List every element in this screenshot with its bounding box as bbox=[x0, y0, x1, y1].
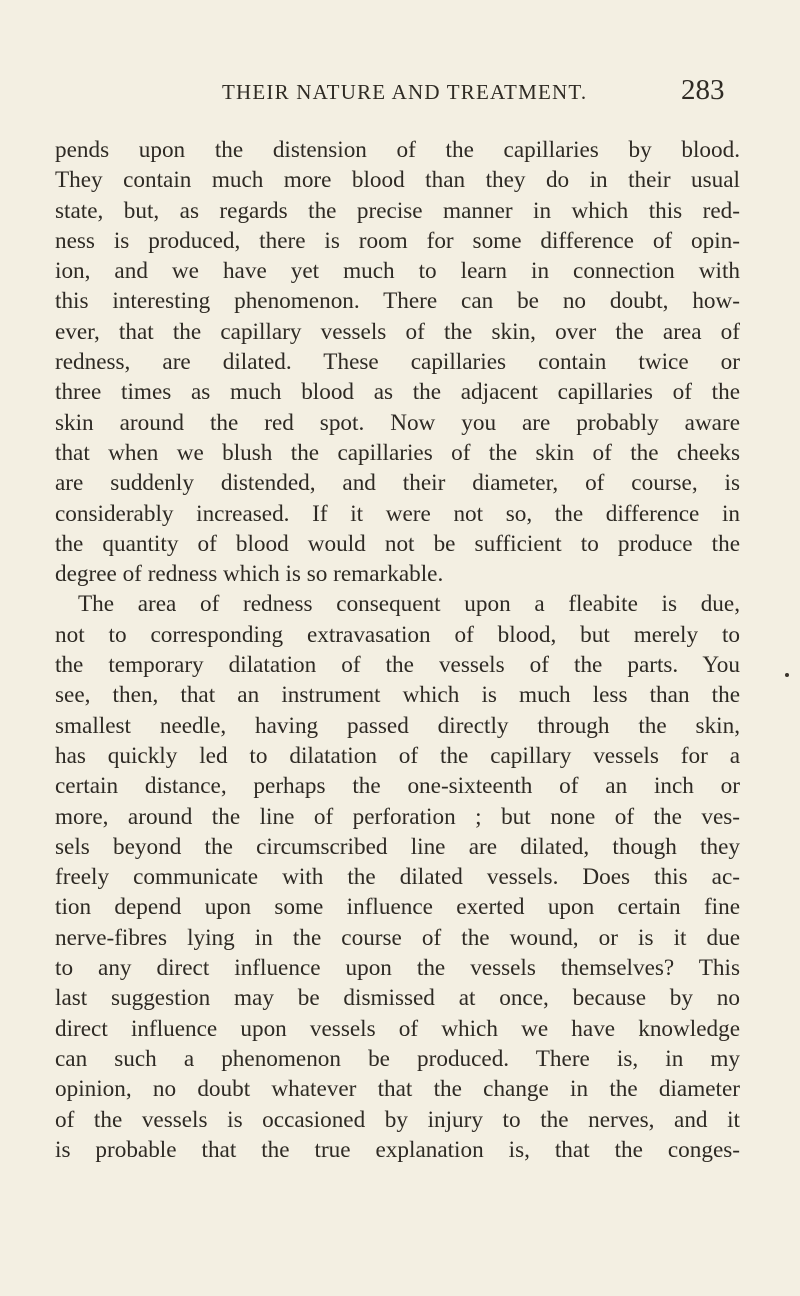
text-line: of the vessels is occasioned by injury to the nerves, and it bbox=[55, 1106, 740, 1133]
text-line: state, but, as regards the precise manner in which this red- bbox=[55, 197, 740, 224]
text-line: the temporary dilatation of the vessels of the parts. You bbox=[55, 652, 740, 679]
text-line: certain distance, perhaps the one-sixteenth of an inch or bbox=[55, 773, 740, 800]
text-line: considerably increased. If it were not so, the difference in bbox=[55, 500, 740, 527]
text-line: sels beyond the circumscribed line are dilated, though they bbox=[55, 833, 740, 860]
text-line: that when we blush the capillaries of the skin of the cheeks bbox=[55, 439, 740, 466]
paragraph-end-line: degree of redness which is so remarkable. bbox=[55, 561, 444, 588]
text-line: nerve-fibres lying in the course of the wound, or is it due bbox=[55, 924, 740, 951]
text-line: can such a phenomenon be produced. There is, in my bbox=[55, 1045, 740, 1072]
text-line: see, then, that an instrument which is much less than the bbox=[55, 682, 740, 709]
text-line: direct influence upon vessels of which we have knowledge bbox=[55, 1015, 740, 1042]
text-line: more, around the line of perforation ; but none of the ves- bbox=[55, 803, 740, 830]
text-line: three times as much blood as the adjacent capillaries of the bbox=[55, 379, 740, 406]
text-line: this interesting phenomenon. There can be no doubt, how- bbox=[55, 288, 740, 315]
margin-ink-speck bbox=[785, 673, 789, 677]
text-line: are suddenly distended, and their diameter, of course, is bbox=[55, 470, 740, 497]
text-line: opinion, no doubt whatever that the change in the diameter bbox=[55, 1076, 740, 1103]
running-header bbox=[0, 74, 800, 110]
running-title: THEIR NATURE AND TREATMENT. bbox=[222, 80, 588, 104]
text-line: They contain much more blood than they do in their usual bbox=[55, 167, 740, 194]
text-line: smallest needle, having passed directly through the skin, bbox=[55, 712, 740, 739]
text-line: freely communicate with the dilated vessels. Does this ac- bbox=[55, 864, 740, 891]
text-line: to any direct influence upon the vessels themselves? This bbox=[55, 955, 740, 982]
text-line: skin around the red spot. Now you are probably aware bbox=[55, 409, 740, 436]
body-text bbox=[55, 135, 740, 1165]
page-number: 283 bbox=[681, 74, 725, 106]
text-line: ion, and we have yet much to learn in connection with bbox=[55, 258, 740, 285]
text-line: redness, are dilated. These capillaries contain twice or bbox=[55, 349, 740, 376]
text-line: tion depend upon some influence exerted upon certain fine bbox=[55, 894, 740, 921]
text-line: pends upon the distension of the capillaries by blood. bbox=[55, 137, 740, 163]
text-line: not to corresponding extravasation of blood, but merely to bbox=[55, 621, 740, 648]
text-line: has quickly led to dilatation of the capillary vessels for a bbox=[55, 742, 740, 769]
text-line: last suggestion may be dismissed at once, because by no bbox=[55, 985, 740, 1012]
text-line: the quantity of blood would not be sufficient to produce the bbox=[55, 530, 740, 557]
text-line: ever, that the capillary vessels of the skin, over the area of bbox=[55, 318, 740, 345]
text-line: ness is produced, there is room for some difference of opin- bbox=[55, 227, 740, 254]
text-line: is probable that the true explanation is, that the conges- bbox=[55, 1136, 740, 1163]
paragraph-start-line: The area of redness consequent upon a fleabite is due, bbox=[78, 591, 740, 618]
